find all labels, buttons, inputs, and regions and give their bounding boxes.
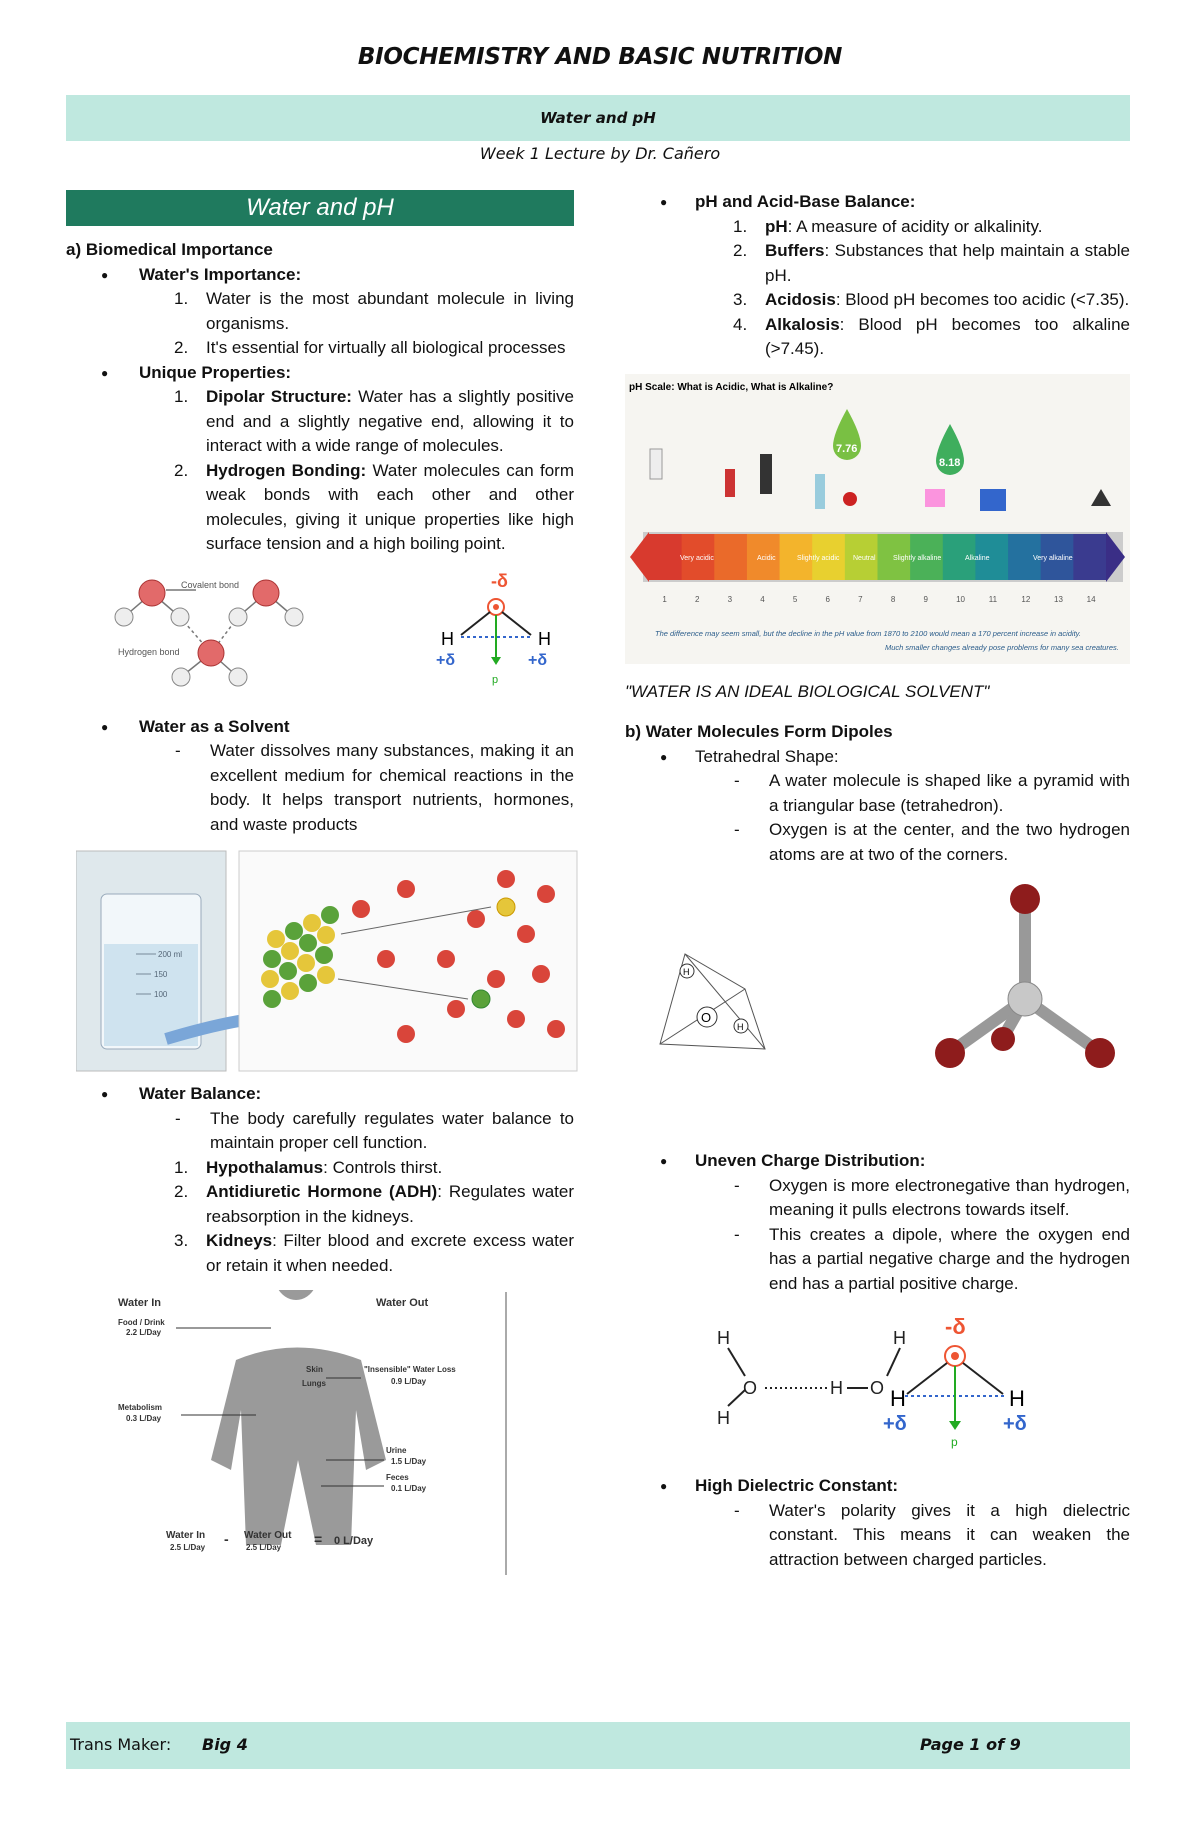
beaker-mark: 100 <box>154 990 168 999</box>
list-item: 4. Alkalosis: Blood pH becomes too alkaline (>7.45). <box>733 314 1130 358</box>
food-label: Food / Drink <box>118 1318 165 1327</box>
page-number: Page 1 of 9 <box>920 1735 1021 1754</box>
ph-number: 11 <box>988 594 998 604</box>
zone-label: Acidic <box>757 554 776 562</box>
ph-caption: The difference may seem small, but the decline in the pH value from 1870 to 2100 would mean a 170 percent increase in acidity. <box>655 628 1081 638</box>
dipoles-heading: b) Water Molecules Form Dipoles <box>625 722 893 741</box>
ph-number: 2 <box>694 594 700 604</box>
topic-title: Water and pH <box>540 109 656 127</box>
hydrogen-bond-label: Hydrogen bond <box>118 646 180 657</box>
h-label: H <box>737 1022 744 1032</box>
neg-delta-label: -δ <box>945 1314 966 1339</box>
ph-number: 8 <box>890 594 896 604</box>
zone-label: Slightly acidic <box>797 554 840 562</box>
zone-label: Neutral <box>853 554 876 562</box>
ph-number: 10 <box>956 594 966 604</box>
list-item-text: Water molecules can form weak bonds with each other and other molecules, giving it unique properties like high surface tension and a high boiling point. <box>206 460 574 553</box>
dash-item: - The body carefully regulates water balance to maintain proper cell function. <box>66 1107 574 1156</box>
food-value: 2.2 L/Day <box>126 1328 162 1337</box>
h-label: H <box>1009 1386 1025 1411</box>
zone-label: Very acidic <box>680 554 714 562</box>
covalent-label: Covalent bond <box>181 579 240 590</box>
zone-label: Alkaline <box>965 554 990 562</box>
o-label: O <box>870 1378 885 1398</box>
right-column <box>625 190 1130 1572</box>
uneven-label: ● Uneven Charge Distribution: <box>625 1149 1130 1174</box>
balance-label: ● Water Balance: <box>66 1082 574 1107</box>
tetrahedron-diagram <box>625 879 1130 1149</box>
list-item: 2. Hydrogen Bonding: Water molecules can form weak bonds with each other and other molecules, giving it unique properties like high surface tension and a high boiling point. <box>174 460 574 553</box>
water-in-heading: Water In <box>118 1297 161 1309</box>
list-item-text: : A measure of acidity or alkalinity. <box>787 216 1043 236</box>
list-item-text: : Regulates water reabsorption in the kidneys. <box>206 1182 574 1226</box>
list-item: 2. It's essential for virtually all biological processes <box>174 338 566 357</box>
h-label: H <box>717 1328 730 1348</box>
list-item: 3. Acidosis: Blood pH becomes too acidic (<7.35). <box>733 290 1130 309</box>
feces-value: 0.1 L/Day <box>391 1484 427 1493</box>
p-label: p <box>951 1435 958 1449</box>
o-label: O <box>743 1378 758 1398</box>
h-label: H <box>830 1378 843 1398</box>
ph-number: 9 <box>923 594 928 604</box>
ph-label: ● pH and Acid-Base Balance: <box>625 190 1130 215</box>
ph-segment <box>649 534 682 580</box>
ph-number: 3 <box>727 594 733 604</box>
dash-item: - Water's polarity gives it a high dielectric constant. This means it can weaken the attraction between charged particles. <box>625 1499 1130 1573</box>
lungs-label: Lungs <box>302 1379 326 1388</box>
solvent-quote: "WATER IS AN IDEAL BIOLOGICAL SOLVENT" <box>625 681 990 701</box>
list-item-text: : Controls thirst. <box>323 1157 443 1177</box>
list-item: 1. Hypothalamus: Controls thirst. <box>174 1157 443 1177</box>
dipole-figure <box>625 1314 1130 1474</box>
p-label: p <box>492 673 499 686</box>
list-item: 3. Kidneys: Filter blood and excrete excess water or retain it when needed. <box>174 1231 574 1275</box>
list-item: 1. pH: A measure of acidity or alkalinity. <box>733 216 1043 236</box>
trans-maker-label: Trans Maker: <box>70 1735 172 1754</box>
list-item-term: Antidiuretic Hormone (ADH) <box>206 1182 438 1201</box>
metabolism-value: 0.3 L/Day <box>126 1414 162 1423</box>
list-item-text: : Blood pH becomes too acidic (<7.35). <box>835 290 1130 309</box>
ph-caption: Much smaller changes already pose problems for many sea creatures. <box>885 642 1119 652</box>
lecture-line: Week 1 Lecture by Dr. Cañero <box>479 144 721 163</box>
insensible-label: "Insensible" Water Loss <box>364 1365 456 1374</box>
list-item-term: Hypothalamus <box>206 1157 324 1177</box>
list-item-term: Alkalosis <box>765 314 840 334</box>
dissolution-diagram <box>76 849 586 1074</box>
water-balance-diagram <box>66 1290 574 1580</box>
dielectric-label: ● High Dielectric Constant: <box>625 1474 1130 1499</box>
list-item: 2. Antidiuretic Hormone (ADH): Regulates water reabsorption in the kidneys. <box>174 1182 574 1226</box>
properties-label: ● Unique Properties: <box>66 361 574 386</box>
importance-label: ● Water's Importance: <box>66 263 574 288</box>
ph-number: 14 <box>1086 594 1096 604</box>
solvent-figure <box>76 849 574 1074</box>
ph-number: 12 <box>1021 594 1031 604</box>
insensible-value: 0.9 L/Day <box>391 1377 427 1386</box>
o-label: O <box>701 1010 712 1025</box>
list-item-text: : Blood pH becomes too alkaline (>7.45). <box>765 314 1130 358</box>
left-column <box>66 190 574 1580</box>
dash-item: - Water dissolves many substances, making it an excellent medium for chemical reactions in the body. It helps transport nutrients, hormones, and waste products <box>66 739 574 837</box>
section-header: Water and pH <box>66 190 574 226</box>
trans-maker-name: Big 4 <box>202 1735 248 1754</box>
beaker-mark: 200 ml <box>158 950 183 959</box>
dash-item: - This creates a dipole, where the oxygen end has a partial negative charge and the hydrogen end has a partial positive charge. <box>625 1223 1130 1297</box>
tetrahedron-figure <box>625 879 1130 1149</box>
water-out-heading: Water Out <box>376 1297 429 1309</box>
drop-value: 8.18 <box>939 456 961 469</box>
dash-item: - Oxygen is more electronegative than hydrogen, meaning it pulls electrons towards itself. <box>625 1174 1130 1223</box>
ph-scale-figure <box>625 374 1130 664</box>
ph-number: 7 <box>858 594 863 604</box>
list-item-term: Hydrogen Bonding: <box>206 460 367 480</box>
tetra-label: ● Tetrahedral Shape: <box>625 745 1130 770</box>
pos-delta-label: +δ <box>528 651 548 669</box>
ph-number: 1 <box>662 594 667 604</box>
eq-out-value: 2.5 L/Day <box>246 1543 282 1552</box>
biomedical-heading: a) Biomedical Importance <box>66 240 273 259</box>
drop-value: 7.76 <box>836 442 858 455</box>
h-label: H <box>717 1408 730 1428</box>
ph-scale-diagram <box>625 374 1130 664</box>
eq-in-value: 2.5 L/Day <box>170 1543 206 1552</box>
metabolism-label: Metabolism <box>118 1403 163 1412</box>
equals-sign: = <box>314 1531 323 1547</box>
list-item-term: Buffers <box>765 241 825 260</box>
zone-label: Slightly alkaline <box>893 554 942 562</box>
pos-delta-label: +δ <box>1003 1413 1027 1435</box>
minus-sign: - <box>224 1531 229 1547</box>
h-label: H <box>441 628 454 649</box>
feces-label: Feces <box>386 1473 409 1482</box>
ph-number: 13 <box>1054 594 1063 604</box>
hydrogen-bond-diagram <box>66 565 574 715</box>
list-item-term: Dipolar Structure: <box>206 387 352 406</box>
urine-value: 1.5 L/Day <box>391 1457 427 1466</box>
ph-number: 4 <box>760 594 765 604</box>
eq-out-label: Water Out <box>244 1530 292 1541</box>
ph-number: 6 <box>825 594 830 604</box>
list-item-text: : Substances that help maintain a stable pH. <box>765 241 1130 285</box>
pos-delta-label: +δ <box>436 651 456 669</box>
solvent-label: ● Water as a Solvent <box>66 715 574 740</box>
eq-in-label: Water In <box>166 1530 206 1541</box>
hydrogen-bond-figure <box>66 565 574 715</box>
neg-delta-label: -δ <box>491 570 508 591</box>
list-item-text: Water is the most abundant molecule in living organisms. <box>206 289 574 333</box>
topic-band <box>66 95 1130 141</box>
list-item: 1. Dipolar Structure: Water has a slightly positive end and a slightly negative end, allowing it to interact with a wide range of molecules. <box>174 387 574 455</box>
list-item: 1. Water is the most abundant molecule in living organisms. <box>174 289 574 333</box>
ph-segment <box>1073 534 1106 580</box>
list-item: 2. Buffers: Substances that help maintain a stable pH. <box>733 241 1130 285</box>
pos-delta-label: +δ <box>883 1413 907 1435</box>
list-item-text: : Filter blood and excrete excess water or retain it when needed. <box>206 1231 574 1275</box>
ph-figure-title: pH Scale: What is Acidic, What is Alkaline? <box>629 381 834 393</box>
eq-result: 0 L/Day <box>334 1535 374 1547</box>
h-label: H <box>890 1386 906 1411</box>
h-label: H <box>683 967 690 977</box>
document-title: BIOCHEMISTRY AND BASIC NUTRITION <box>357 44 843 70</box>
list-item-term: Kidneys <box>206 1231 273 1250</box>
dipole-diagram <box>625 1314 1130 1474</box>
dash-item: - Oxygen is at the center, and the two hydrogen atoms are at two of the corners. <box>625 818 1130 867</box>
ph-number: 5 <box>792 594 798 604</box>
list-item-text: Water has a slightly positive end and a slightly negative end, allowing it to interact with a wide range of molecules. <box>206 387 574 455</box>
list-item-term: Acidosis <box>765 290 836 309</box>
beaker-mark: 150 <box>154 970 168 979</box>
urine-label: Urine <box>386 1446 407 1455</box>
dash-item: - A water molecule is shaped like a pyramid with a triangular base (tetrahedron). <box>625 769 1130 818</box>
list-item-term: pH <box>765 216 788 236</box>
h-label: H <box>893 1328 906 1348</box>
skin-label: Skin <box>306 1365 323 1374</box>
water-balance-figure <box>66 1290 574 1580</box>
zone-label: Very alkaline <box>1033 554 1073 562</box>
ph-segment <box>714 534 747 580</box>
list-item-text: It's essential for virtually all biological processes <box>206 338 566 357</box>
h-label: H <box>538 628 551 649</box>
